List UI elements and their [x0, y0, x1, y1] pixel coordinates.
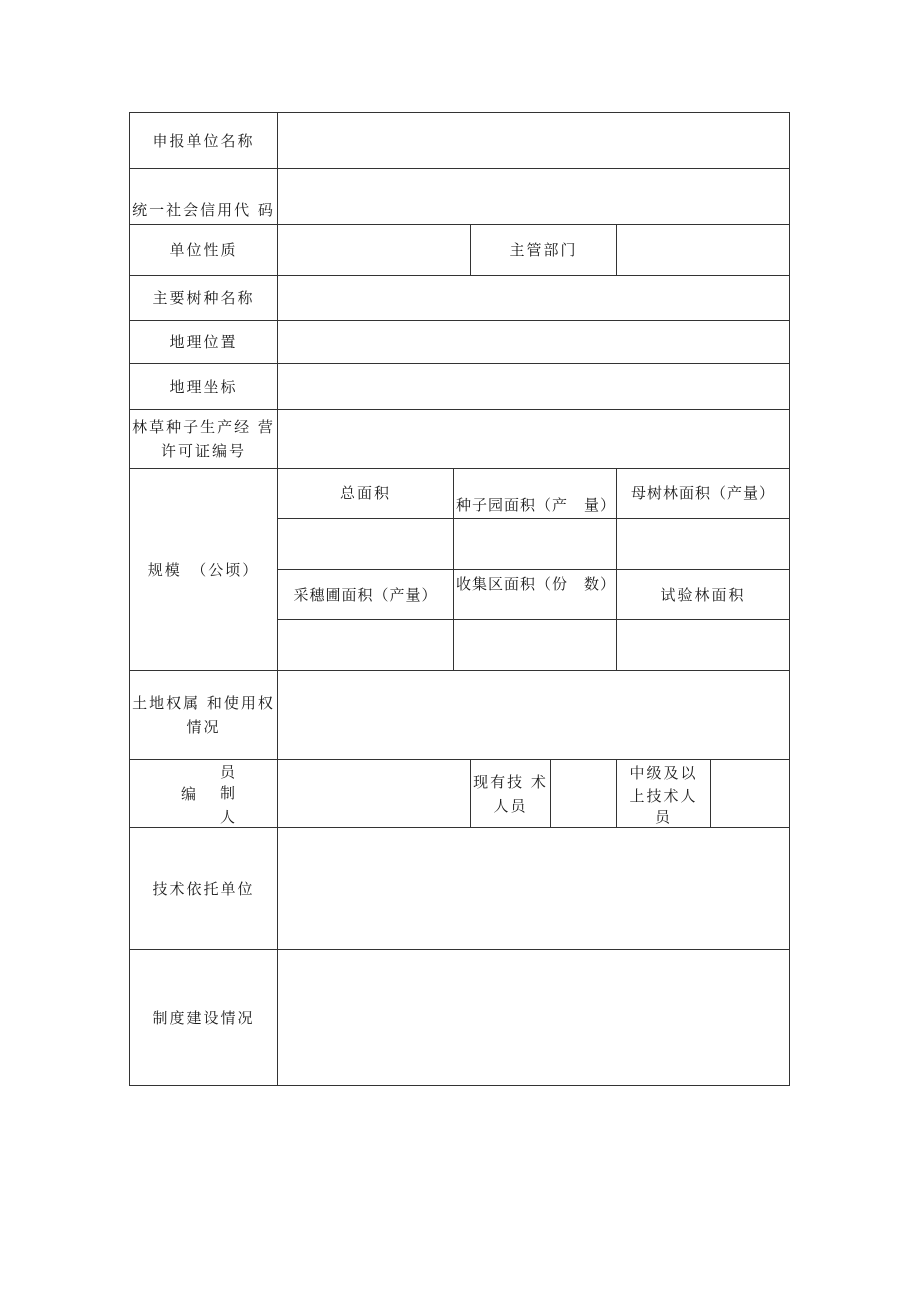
- collection-area-header: 收集区面积（份 数）: [456, 575, 617, 593]
- land-rights-line2: 情况: [186, 718, 221, 736]
- staffing-char-zhi: 制: [220, 784, 238, 802]
- tech-staff-label: [471, 760, 550, 827]
- location-label: 地理位置: [169, 333, 238, 351]
- location-field[interactable]: [278, 321, 789, 363]
- license-label-line2: 许可证编号: [160, 442, 246, 460]
- mother-forest-header: 母树林面积（产量）: [630, 484, 775, 502]
- staffing-char-ren: 人: [220, 808, 238, 826]
- tech-staff-line2: 人员: [493, 796, 528, 815]
- senior-staff-line3: 员: [654, 807, 672, 826]
- main-species-label: 主要树种名称: [152, 289, 255, 307]
- cutting-nursery-field[interactable]: [278, 620, 453, 670]
- unit-nature-label: 单位性质: [169, 241, 238, 259]
- coordinates-label: 地理坐标: [169, 377, 238, 396]
- senior-staff-line2: 上技术人: [629, 786, 698, 805]
- main-species-field[interactable]: [278, 276, 789, 320]
- system-construction-field[interactable]: [278, 950, 789, 1085]
- land-rights-label: [130, 671, 277, 759]
- collection-area-field[interactable]: [454, 620, 616, 670]
- mother-forest-field[interactable]: [617, 519, 789, 569]
- seed-orchard-field[interactable]: [454, 519, 616, 569]
- land-rights-field[interactable]: [278, 671, 789, 759]
- senior-staff-line1: 中级及以: [629, 763, 698, 782]
- trial-forest-field[interactable]: [617, 620, 789, 670]
- staffing-char-bian: 编: [181, 785, 199, 803]
- license-label-line1: 林草种子生产经 营: [132, 418, 275, 436]
- trial-forest-header: 试验林面积: [660, 585, 746, 604]
- staffing-char-yuan: 员: [220, 763, 238, 781]
- tech-staff-field[interactable]: [551, 760, 616, 827]
- scale-label: 规模 （公顷）: [147, 560, 260, 579]
- staffing-field[interactable]: [278, 760, 470, 827]
- cutting-nursery-header: 采穗圃面积（产量）: [293, 585, 438, 604]
- unit-name-field[interactable]: [278, 113, 789, 168]
- total-area-header: 总面积: [339, 484, 391, 502]
- land-rights-line1: 土地权属 和使用权: [132, 694, 275, 712]
- seed-orchard-header: 种子园面积（产 量）: [456, 496, 617, 514]
- unit-name-label: 申报单位名称: [152, 131, 255, 150]
- tech-support-field[interactable]: [278, 828, 789, 949]
- license-field[interactable]: [278, 410, 789, 468]
- unit-nature-field[interactable]: [278, 225, 470, 275]
- total-area-field[interactable]: [278, 519, 453, 569]
- supervisor-field[interactable]: [617, 225, 789, 275]
- coordinates-field[interactable]: [278, 364, 789, 409]
- system-construction-label: 制度建设情况: [152, 1008, 255, 1027]
- senior-staff-field[interactable]: [711, 760, 789, 827]
- senior-staff-label: [617, 760, 710, 827]
- tech-staff-line1: 现有技 术: [473, 772, 548, 791]
- supervisor-label: 主管部门: [509, 241, 578, 259]
- credit-code-field[interactable]: [278, 169, 789, 224]
- credit-code-label: 统一社会信用代 码: [132, 201, 275, 219]
- license-label: [130, 410, 277, 468]
- tech-support-label: 技术依托单位: [152, 879, 255, 898]
